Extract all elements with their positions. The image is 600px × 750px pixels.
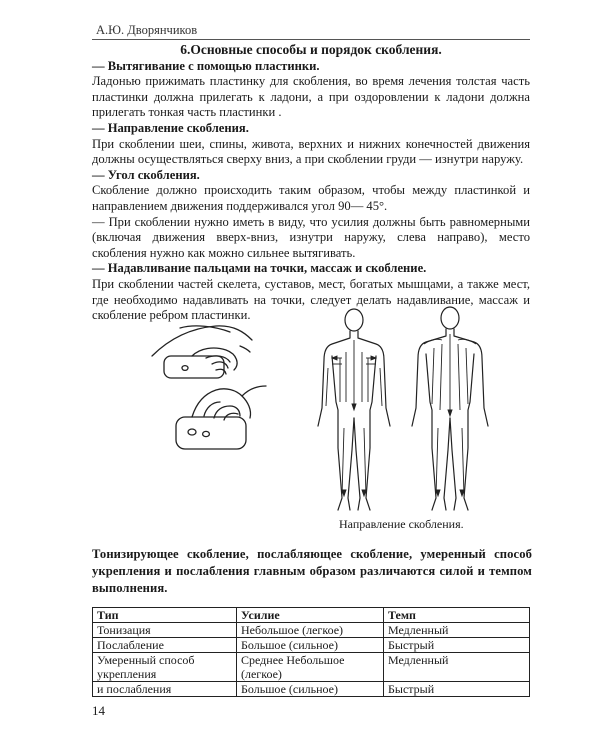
illustration-area — [92, 298, 530, 530]
scraping-types-table — [92, 607, 530, 697]
table-row — [93, 682, 530, 697]
table-cell: Большое (сильное) — [237, 682, 384, 697]
table-cell: Послабление — [93, 638, 237, 653]
column-header-type: Тип — [93, 608, 237, 623]
subheading-stretching: — Вытягивание с помощью пластинки. — [92, 58, 320, 73]
paragraph-angle: Скобление должно происходить таким образом, чтобы между пластинкой и направлением движения поддерживался угол 90— 45°. — [92, 183, 530, 213]
paragraph-pressing: При скоблении частей скелета, суставов, мест, богатых мышцами, а также мест, где необходимо надавливать на точки, следует делать надавливание, массаж и скобление ребром пластинки. — [92, 276, 530, 323]
paragraph-stretching: Ладонью прижимать пластинку для скобления, во время лечения толстая часть пластинки должна прилегать к ладони, а при оздоровлении к ладони должна прилегать тонкая часть пластинки . — [92, 74, 530, 120]
table-row — [93, 623, 530, 638]
table-cell: Медленный — [384, 653, 530, 682]
section-body — [92, 42, 530, 324]
column-header-tempo: Темп — [384, 608, 530, 623]
table-cell: и послабления — [93, 682, 237, 697]
table-cell: Тонизация — [93, 623, 237, 638]
table-cell: Большое (сильное) — [237, 638, 384, 653]
figure-caption: Направление скобления. — [339, 517, 464, 531]
hand-holding-plate-illustration — [152, 326, 252, 378]
section-title: 6.Основные способы и порядок скобления. — [180, 42, 442, 57]
fingers-on-plate-illustration — [176, 386, 266, 449]
subheading-angle: — Угол скобления. — [92, 167, 200, 182]
paragraph-direction: При скоблении шеи, спины, живота, верхних и нижних конечностей движения должны осуществляться сверху вниз, а при скоблении груди — изнутри наружу. — [92, 136, 530, 167]
table-cell: Быстрый — [384, 638, 530, 653]
summary-paragraph: Тонизирующее скобление, послабляющее скобление, умеренный способ укрепления и послабления главным образом различаются силой и темпом выполнения. — [92, 547, 532, 595]
table-cell: Небольшое (легкое) — [237, 623, 384, 638]
table-cell: Среднее Небольшое (легкое) — [237, 653, 384, 682]
table-header-row — [93, 608, 530, 623]
subheading-pressing: — Надавливание пальцами на точки, массаж и скобление. — [92, 261, 427, 276]
table-row — [93, 653, 530, 682]
header-divider — [92, 39, 530, 40]
paragraph-effort: — При скоблении нужно иметь в виду, что усилия должны быть равномерными (включая движения вверх-вниз, изнутри наружу, слева направо), место скобления нужно как можно сильнее вытягивать. — [92, 214, 530, 260]
column-header-effort: Усилие — [237, 608, 384, 623]
table-row — [93, 638, 530, 653]
table-cell: Медленный — [384, 623, 530, 638]
table-cell: Быстрый — [384, 682, 530, 697]
subheading-direction: — Направление скобления. — [92, 120, 249, 135]
page-number: 14 — [92, 703, 105, 718]
running-header-author: А.Ю. Дворянчиков — [96, 23, 198, 37]
table-cell: Умеренный способ укрепления — [93, 653, 237, 682]
